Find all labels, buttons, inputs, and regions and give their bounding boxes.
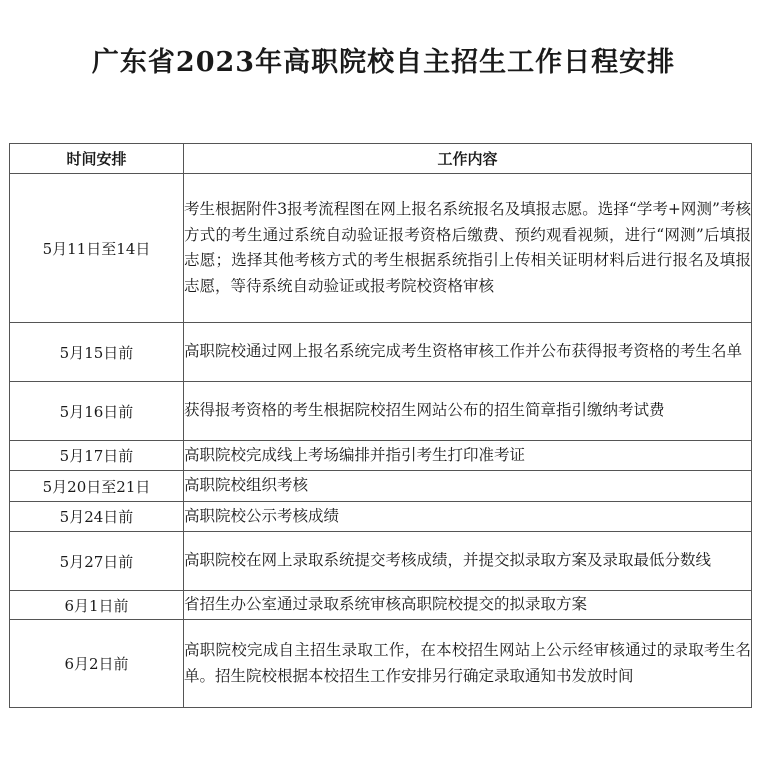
table-row	[10, 441, 752, 471]
time-cell: 5月27日前	[10, 532, 184, 591]
time-cell: 5月15日前	[10, 323, 184, 382]
page-title: 广东省2023年高职院校自主招生工作日程安排	[91, 47, 676, 78]
content-cell: 获得报考资格的考生根据院校招生网站公布的招生简章指引缴纳考试费	[184, 382, 752, 441]
table-row	[10, 502, 752, 532]
table-row	[10, 620, 752, 708]
content-cell: 省招生办公室通过录取系统审核高职院校提交的拟录取方案	[184, 591, 752, 620]
time-cell: 5月16日前	[10, 382, 184, 441]
content-cell: 考生根据附件3报考流程图在网上报名系统报名及填报志愿。选择“学考+网测”考核方式的考生通过系统自动验证报考资格后缴费、预约观看视频，进行“网测”后填报志愿；选择其他考核方式的考生根据系统指引上传相关证明材料后进行报名及填报志愿，等待系统自动验证或报考院校资格审核	[184, 174, 752, 323]
content-cell: 高职院校组织考核	[184, 471, 752, 502]
time-cell: 5月24日前	[10, 502, 184, 532]
content-cell: 高职院校完成自主招生录取工作，在本校招生网站上公示经审核通过的录取考生名单。招生院校根据本校招生工作安排另行确定录取通知书发放时间	[184, 620, 752, 708]
time-cell: 5月17日前	[10, 441, 184, 471]
table-row	[10, 174, 752, 323]
table-row	[10, 323, 752, 382]
content-cell: 高职院校公示考核成绩	[184, 502, 752, 532]
time-cell: 6月2日前	[10, 620, 184, 708]
table-row	[10, 591, 752, 620]
table-row	[10, 382, 752, 441]
table-row	[10, 471, 752, 502]
table-row	[10, 532, 752, 591]
time-cell: 5月11日至14日	[10, 174, 184, 323]
header-time: 时间安排	[10, 144, 184, 174]
table-header-row	[10, 144, 752, 174]
header-content: 工作内容	[184, 144, 752, 174]
time-cell: 5月20日至21日	[10, 471, 184, 502]
time-cell: 6月1日前	[10, 591, 184, 620]
schedule-table	[9, 143, 752, 708]
content-cell: 高职院校完成线上考场编排并指引考生打印准考证	[184, 441, 752, 471]
content-cell: 高职院校在网上录取系统提交考核成绩，并提交拟录取方案及录取最低分数线	[184, 532, 752, 591]
content-cell: 高职院校通过网上报名系统完成考生资格审核工作并公布获得报考资格的考生名单	[184, 323, 752, 382]
